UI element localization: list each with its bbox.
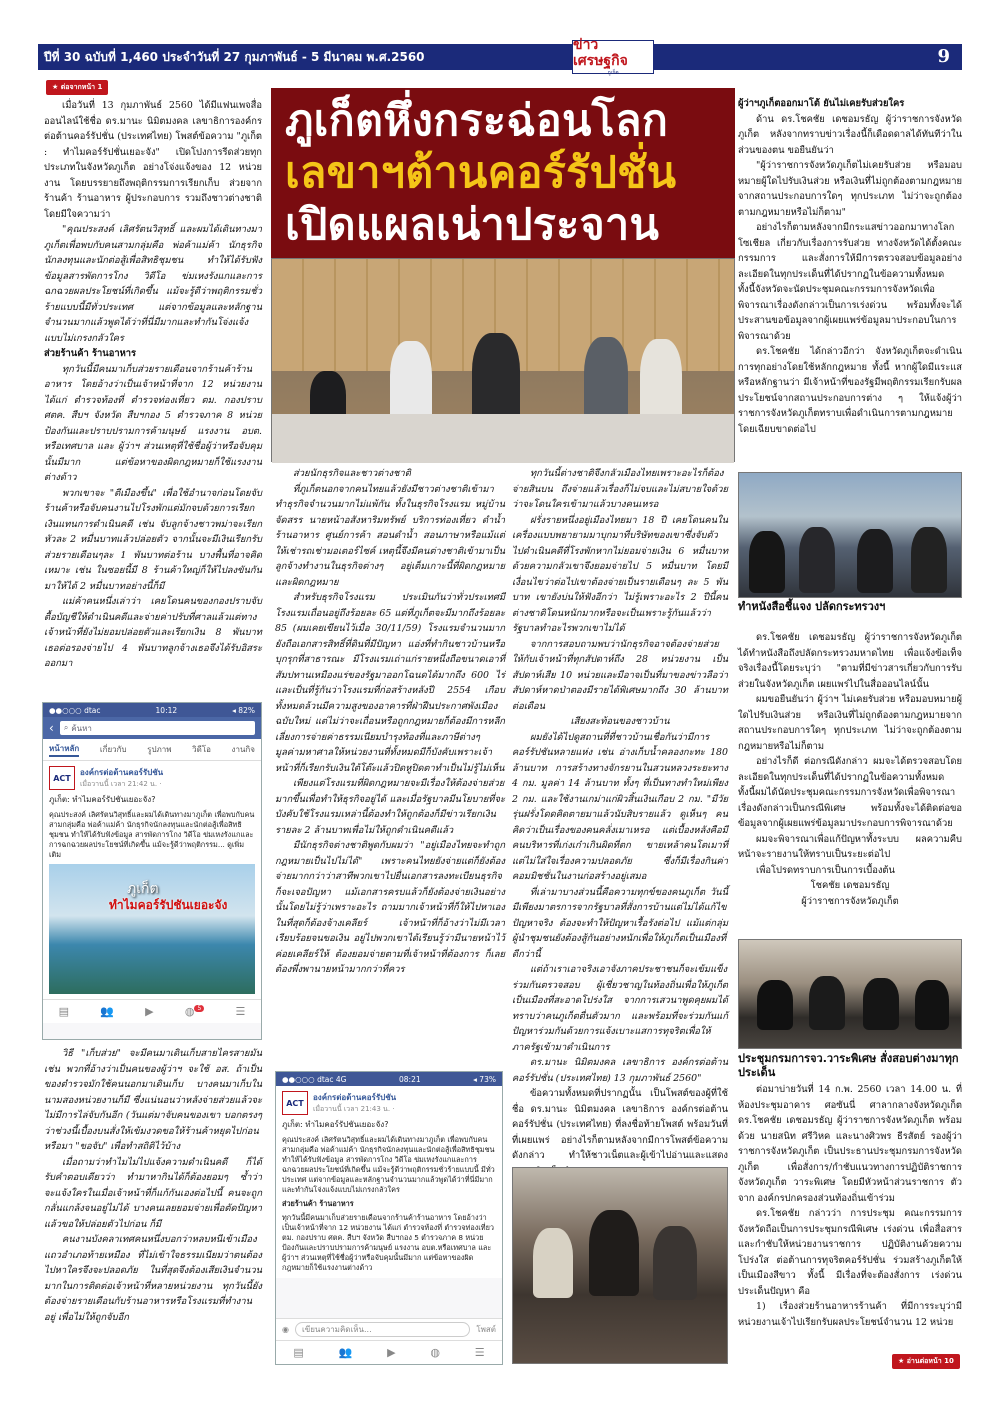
paragraph: ที่เล่ามาบางส่วนนี้คือความทุกข์ของคนภูเก็ต วันนี้มีเพียงมาตรการจากรัฐบาลที่สั่งการบ้านแต่ไม่ได้แก้ไขปัญหาจริง ต้องจะทำให้ปัญหาเรื้อรังต่อไป แม้แต่กลุ่มผู้นำชุมชนยังต้องสู้กันอย่างหนักเพื่อให้ภูเก็ตเป็นเมืองที่ดีกว่านี้ (512, 886, 728, 960)
search-placeholder: ค้นหา (71, 723, 92, 733)
search-input[interactable] (60, 721, 255, 735)
photo-person (863, 978, 899, 1030)
bottom-navigation (276, 1340, 502, 1364)
signature-name: โชคชัย เดชอมรธัญ (810, 880, 890, 891)
paragraph: ผมยังได้ไปดูสถานที่ที่ชาวบ้านเชื่อกันว่ามีการคอร์รัปชันหลายแห่ง เช่น อ่างเก็บน้ำคลองกะทะ 180 ล้านบาท การสร้างทางจักรยานในสวนหลวงระยะทาง 4 กม. มูลค่า 14 ล้านบาท ทั้งๆ ที่เป็นทางทำใหม่เพียง 2 กม. และใช้งานเกม่าแก่ผิวสิ้นเงินเกือบ 2 กม. "มีวัยรุ่นฝรั่งโดดคิดตายมาแล้วนับสิบรายแล้ว ดูเห็นๆ คนคิดว่าเป็นเรื่องของคนคลั่งเมาเหรอ แต่เบื้องหลังคือมีคนบริหารที่เก่งเก๋าเกินผิดที่ตก ขายเหล้าคนโตเมาที่แต่ไม่ใส่ใจเรื่องความปลอดภัย ซึ่งก็มีเรื่องกินค่าคอมมิชชั่นในงานก่อสร้างอยู่เสมอ (512, 731, 728, 882)
paragraph: อย่างไรก็ตามหลังจากมีกระแสข่าวออกมาทางโลกโซเชียล เกี่ยวกับเรื่องการรับส่วย ทางจังหวัดได้ตั้งคณะกรรมการ และสั่งการให้มีการตรวจสอบข้อมูลอย่างละเอียดในทุกประเด็นที่ได้ปรากฏในข้อความทั้งหมด ทั้งนี้จังหวัดจะนัดประชุมคณะกรรมการจังหวัดเพื่อพิจารณาเรื่องดังกล่าวเป็นการเร่งด่วน พร้อมทั้งจะได้ประสานขอข้อมูลจากผู้เผยแพร่ข้อมูลมาประกอบในการพิจารณาด้วย (738, 222, 962, 342)
headline-line-3: เปิดแผลเน่าประจาน (285, 200, 660, 250)
paragraph: ผมขอยืนยันว่า ผู้ว่าฯ ไม่เคยรับส่วย หรือมอบหมายผู้ใดไปรับเงินส่วย หรือเงินที่ไม่ถูกต้องตามกฎหมายจากสถานประกอบการใดๆ ทุกประเภท ไม่ว่าจะถูกต้องตามกฎหมายหรือไม่ก็ตาม (738, 694, 962, 752)
paragraph: ต่อมาบ่ายวันที่ 14 ก.พ. 2560 เวลา 14.00 น. ที่ห้องประชุมอาคาร ศอซันนี่ ศาลากลางจังหวัดภูเก็ต ดร.โชคชัย เดชอมรธัญ ผู้ว่าราชการจังหวัดภูเก็ต พร้อมด้วย นายสนิท ศรีวิหค และนางศิวพร ธีรสัตย์ รองผู้ว่าราชการจังหวัดภูเก็ต เป็นประธานประชุมกรมการจังหวัดภูเก็ต เพื่อสั่งการ/กำชับแนวทางการปฏิบัติราชการจังหวัดภูเก็ต วาระพิเศษ โดยมีหัวหน้าส่วนราชการ ตัวจาก องค์กรปกครองส่วนท้องถิ่นเข้าร่วม (738, 1084, 962, 1204)
paragraph: ฝรั่งรายหนึ่งอยู่เมืองไทยมา 18 ปี เคยโดนคนในเครื่องแบบพยายามมาบุกมาที่บริษัทของเขาซึ่งจับตัวไปดำเนินคดีที่โรงพักหากไม่ยอมจ่ายเงิน 6 หมื่นบาท ด้วยความกลัวเขาจึงยอมจ่ายไป 5 หมื่นบาท โดยมีเงื่อนไขว่าต่อไปเขาต้องจ่ายเป็นรายเดือนๆ ละ 5 พันบาท เขายังบ่นให้ฟังอีกว่า ไม่รู้เพราะอะไร 2 ปีนี้คนต่างชาติโดนหนักมากหรือจะเป็นเพราะรู้กันแล้วว่ารัฐบาลทำอะไรพวกเขาไม่ได้ (512, 514, 728, 634)
menu-icon[interactable]: ☰ (474, 1346, 485, 1359)
paragraph: อย่างไรก็ดี ต่อกรณีดังกล่าว ผมจะได้ตรวจสอบโดยละเอียดในทุกประเด็นที่ได้ปรากฏในข้อความทั้งหมด ทั้งนี้ผมได้นัดประชุมคณะกรรมการจังหวัดเพื่อพิจารณาเรื่องดังกล่าวเป็นกรณีพิเศษ พร้อมทั้งจะได้ติดต่อขอข้อมูลจากผู้เผยแพร่ข้อมูลมาประกอบการพิจารณาด้วย (738, 756, 962, 829)
page-tabs (43, 739, 261, 761)
headline-line-1: ภูเก็ตหึ่งกระฉ่อนโลก (285, 96, 669, 146)
logo-subtext: ภูเก็ต (607, 70, 619, 76)
article-column-4-lower (738, 1082, 962, 1350)
star-icon: ★ (898, 1357, 907, 1365)
video-icon[interactable]: ▶ (387, 1346, 396, 1359)
battery: ◂ 73% (473, 1074, 496, 1084)
continued-from-label: ต่อจากหน้า 1 (60, 83, 103, 91)
clock: 08:21 (399, 1074, 421, 1084)
post-image-phuket-coast[interactable] (49, 864, 255, 994)
post-title: ภูเก็ต: ทำไมคอร์รัปชันเยอะจัง? (282, 1120, 389, 1129)
comment-input[interactable]: เขียนความคิดเห็น... (295, 1322, 470, 1337)
post-title: ภูเก็ต: ทำไมคอร์รัปชันเยอะจัง? (49, 795, 156, 804)
bottom-navigation (43, 999, 261, 1023)
paragraph: ด้าน ดร.โชคชัย เดชอมรธัญ ผู้ว่าราชการจังหวัดภูเก็ต หลังจากทราบข่าวเรื่องนี้ก็เดือดดาลได้ทันทีว่าในส่วนของตน ขอยืนยันว่า (738, 113, 962, 156)
facebook-post (276, 1086, 502, 1278)
paragraph: ส่วยนักธุรกิจและชาวต่างชาติ (293, 468, 411, 479)
post-page-name[interactable]: องค์กรต่อต้านคอร์รัปชัน (313, 1093, 397, 1102)
paragraph: ดร.โชคชัย ได้กล่าวอีกว่า จังหวัดภูเก็ตจะดำเนินการทุกอย่างโดยใช้หลักกฎหมาย ทั้งนี้ หากผู้ใดมีแระแสหรือหลักฐานว่า มีเจ้าหน้าที่ของรัฐมีพฤติกรรมเรียกรับผลประโยชน์จากสถานประกอบการต่าง ๆ ให้แจ้งผู้ว่าราชการจังหวัดภูเก็ตทราบเพื่อดำเนินการตามกฎหมายโดยเฉียบขาดต่อไป (738, 346, 962, 435)
paragraph: ที่ภูเก็ตนอกจากคนไทยแล้วยังมีชาวต่างชาติเข้ามาทำธุรกิจจำนวนมากไม่แพ้กัน ทั้งในธุรกิจโรงแรม หมู่บ้านจัดสรร นายหน้าอสังหาริมทรัพย์ บริการท่องเที่ยว ดำน้ำ ร้านอาหาร ศูนย์การค้า สอนดำน้ำ สอนภาษาหรือแม้แต่ให้เช่ารถเช่ามอเตอร์ไซค์ เหตุนี้จึงมีคนต่างชาติเข้ามาเป็นลูกจ้างทำงานในธุรกิจต่างๆ อยู่เต็มเกาะนี้ที่ผิดกฎหมายและผิดกฎหมาย (275, 483, 505, 588)
post-timestamp: เมื่อวานนี้ เวลา 21:42 น. · (80, 780, 162, 788)
paragraph: "คุณประสงค์ เลิศรัตนวิสุทธิ์ และผมได้เดินทางมาภูเก็ตเพื่อพบกับคนสามกลุ่มคือ พ่อค้าแม่ค้า นักธุรกิจนักลงทุนและนักต่อสู้เพื่อสิทธิชุมชน ทำให้ได้รับฟังข้อมูลสารพัดการโกง วิดีโอ ข่มเหงรังแกและการฉกฉวยผลประโยชน์ที่เกิดขึ้น แม้จะรู้ดีว่าพฤติกรรมชั่วร้ายแบบนี้มีทั่วประเทศ แต่จากข้อมูลและหลักฐานจำนวนมากแล้วพูดได้ว่าที่นี่มีมากและทำกันโจ่งแจ้งแบบไม่เกรงกลัวใคร (44, 224, 262, 344)
friends-icon[interactable]: 👥 (100, 1005, 114, 1018)
image-title: ภูเก็ต (127, 881, 159, 897)
article-column-4 (738, 96, 962, 466)
article-column-3 (512, 466, 728, 1160)
paragraph: วิธี "เก็บส่วย" จะมีคนมาเดินเก็บสายไครสายมันเช่น พวกที่อ้างว่าเป็นคนของผู้ว่าฯ จะใช้ อส. ถ้าเป็นของตำรวจมักใช้คนนอกมาเดินเก็บ บางคนมาเก็บในนามสองหน่วยงานก็มี ซึ่งแน่นอนว่าหลังจ่ายส่วยแล้วจะไม่มีการไล่จับกันอีก (วันแต่มาจับคนของเขา บอกตรงๆ ว่าช่วงนี้เบื้องบนสั่งให้เข้มงวดขอให้ร้านค้าหยุดไปก่อนหรือมา "ขอจับ" เพื่อทำสถิติไว้บ้าง (44, 1048, 262, 1152)
act-logo-icon: ACT (282, 1091, 308, 1115)
tab-about[interactable]: เกี่ยวกับ (99, 745, 127, 754)
signature-title: ผู้ว่าราชการจังหวัดภูเก็ต (801, 895, 899, 907)
continued-from-tag (46, 80, 108, 95)
subheading: เสียงสะท้อนของชาวบ้าน (570, 716, 670, 727)
article-column-1-lower (44, 1046, 262, 1366)
camera-icon[interactable]: ◉ (282, 1325, 289, 1334)
post-subheading: ส่วยร้านค้า ร้านอาหาร (282, 1199, 354, 1208)
notification-badge: 5 (194, 1005, 204, 1012)
page-header-bar (38, 37, 962, 76)
continued-to-tag (892, 1354, 960, 1369)
news-feed-icon[interactable]: ▤ (58, 1005, 70, 1018)
tab-home[interactable]: หน้าหลัก (49, 742, 79, 757)
photo-person (653, 1226, 697, 1300)
status-bar (43, 703, 261, 717)
photo-person (589, 1210, 639, 1296)
comment-bar (276, 1318, 502, 1340)
star-icon: ★ (52, 83, 61, 91)
news-feed-icon[interactable]: ▤ (293, 1346, 304, 1359)
subheading: ผู้ว่าฯภูเก็ตออกมาโต้ ยันไม่เคยรับส่วยใคร (738, 98, 905, 109)
carrier: ●●○○○ dtac (49, 705, 101, 715)
image-subtitle: ทำไมคอร์รัปชันเยอะจัง (109, 898, 228, 912)
photo-person (757, 980, 793, 1030)
paragraph: เพียงแต่โรงแรมที่ผิดกฎหมายจะมีเรื่องให้ต้องจ่ายส่วยมากขึ้นเพื่อทำให้ธุรกิจอยู่ได้ และเมื่อรัฐบาลมีนโยบายที่จะบังคับใช้โรงแรมเหล่านี้ต้องทำให้ถูกต้องก็มีข่าวเรียกเงินรายละ 2 ล้านบาทเพื่อไม่ให้ถูกดำเนินคดีแล้ว (275, 778, 505, 836)
tab-videos[interactable]: วิดีโอ (192, 745, 211, 754)
section-caption: ประชุมกรมการจว.วาระพิเศษ สั่งสอบต่างมาทุกประเด็น (738, 1052, 959, 1079)
headline-box (271, 88, 735, 258)
meeting-photo (738, 939, 962, 1049)
logo-text: ข่าวเศรษฐกิจ (573, 37, 628, 69)
paragraph: ดร.โชคชัย เดชอมรธัญ ผู้ว่าราชการจังหวัดภูเก็ต ได้ทำหนังสือถึงปลัดกระทรวงมหาดไทย เพื่อแจ้งข้อเท็จจริงเรื่องนี้โดยระบุว่า "ตามที่มีข่าวสารเกี่ยวกับการรับส่วยในจังหวัดภูเก็ต เผยแพร่ไปในสื่อออนไลน์นั้น (738, 632, 962, 690)
facebook-screenshot-2 (275, 1071, 503, 1365)
clock: 10:12 (155, 705, 178, 715)
paragraph: พวกเขาจะ "ตีเมืองขึ้น" เพื่อใช้อำนาจก่อนโดยจับร้านค้าหรือจับคนงานไปโรงพักแต่มักจบด้วยการเรียกเงินแทนการดำเนินคดี เช่น จับลูกจ้างชาวพม่าจะเรียกหัวละ 2 หมื่นบาทแล้วปล่อยตัว จากนั้นจะมีเงินเรียกรับส่วยรายเดือนๆละ 1 พันบาทต่อร้าน บางพื้นที่อาจคิดเหมาะ เช่น ในซอยนี้มี 8 ร้านค้าใหญ่ก็ให้ไปลงขันกันมาให้ได้ 2 หมื่นบาทอย่างนี้ก็มี (44, 487, 262, 592)
press-event-photo (738, 472, 962, 598)
section-caption: ทำหนังสือชี้แจง ปลัดกระทรวงฯ (738, 600, 886, 613)
facebook-search-bar (43, 717, 261, 739)
facebook-screenshot-1 (42, 702, 262, 1040)
paragraph: ดร.โชคชัย กล่าวว่า การประชุม คณะกรรมการจังหวัดถือเป็นการประชุมกรณีพิเศษ เร่งด่วน เพื่อสื่อสารและกำชับให้หน่วยงานราชการ ปฏิบัติงานด้วยความโปร่งใส ต่อต้านการทุจริตคอร์รัปชั่น ร่วมสร้างภูเก็ตให้เป็นเมืองสีขาว ทั้งนี้ มีเรื่องที่จะต้องสั่งการ เร่งด่วน ประเด็นปัญหา คือ (738, 1208, 962, 1297)
paragraph: ทุกวันนี้มีคนมาเก็บส่วยรายเดือนจากร้านค้าร้านอาหาร โดยอ้างว่าเป็นเจ้าหน้าที่จาก 12 หน่วยงาน ได้แก่ ตำรวจท้องที่ ตำรวจท่องเที่ยว ตม. กองปราบ ศตค. สืบฯ จังหวัด สืบฯกอง 5 ตำรวจภาค 8 หน่วยป้องกันและปราบปรามการค้ามนุษย์ แรงงาน อบต. หรือเทศบาล และ ผู้ว่าฯ ส่วนเหตุที่ใช้ชื่อผู้ว่าหรือจับคุมนั้นมีมาก แต่ข้อหาของผิดกฎหมายก็ใช้แรงงานต่างด้าว (44, 363, 262, 483)
main-news-photo (271, 258, 735, 462)
photo-person (749, 531, 785, 593)
headline-line-2: เลขาฯต้านคอร์รัปชั่น (285, 148, 677, 198)
status-bar (276, 1072, 502, 1086)
article-column-1 (44, 98, 262, 700)
photo-person (911, 527, 947, 593)
paragraph: คนงานบังคลาเทศคนหนึ่งบอกว่าหลบหนีเข้าเมืองแถวอำเภอท้ายเหมือง ที่ไม่เข้าใจธรรมเนียมว่าตนต้องไปหาใครจึงจะปลอดภัย ในที่สุดจึงต้องเสียเงินจำนวนมากในการติดต่อเจ้าหน้าที่หลายหน่วยงาน ทุกวันนี้ยังต้องจ่ายรายเดือนกับร้านอาหารหรือโรงแรมที่ทำงานอยู่ เพื่อไม่ให้ถูกจับอีก (44, 1234, 262, 1323)
friends-icon[interactable]: 👥 (338, 1346, 353, 1359)
paragraph: เพื่อโปรดทราบการเป็นการเบื้องต้น (756, 864, 895, 876)
issue-line: ปีที่ 30 ฉบับที่ 1,460 ประจำวันที่ 27 กุมภาพันธ์ - 5 มีนาคม พ.ศ.2560 (44, 49, 425, 64)
post-page-name[interactable]: องค์กรต่อต้านคอร์รัปชัน (80, 768, 164, 777)
globe-icon[interactable]: ◍ 5 (185, 1005, 204, 1018)
facebook-post (43, 761, 261, 999)
photo-person (915, 980, 949, 1030)
paragraph: เมื่อวันที่ 13 กุมภาพันธ์ 2560 ได้มีแฟนเพจสื่อออนไลน์ใช้ชื่อ ดร.มานะ นิมิตมงคล เลขาธิการองค์กรต่อต้านคอร์รัปชั่น (ประเทศไทย) โพสต์ข้อความ "ภูเก็ต : ทำไมคอร์รัปชั่นเยอะจัง" เปิดโปงการรีดส่วยทุกประเภทในจังหวัดภูเก็ต อย่างโจ่งแจ้งของ 12 หน่วยงาน โดยบรรยายถึงพฤติกรรมการเรียกเก็บ ส่วยจากร้านค้า ร้านอาหาร ผู้ประกอบการ รวมถึงชาวต่างชาติ โดยมีใจความว่า (44, 100, 262, 220)
paragraph: แต่ถ้าเราเอาจริงเอาจังภาคประชาชนก็จะเข้มแข็ง ร่วมกันตรวจสอบ ผู้เชี่ยวชาญในท้องถิ่นเพื่อให้ภูเก็ตเป็นเมืองที่สะอาดโปร่งใส จากการเสวนาพูดคุยผมได้ทราบว่าคนภูเก็ตตื่นตัวมาก และพร้อมที่จะร่วมกันแก้ปัญหาร่วมกันด้วยการแจ้งเบาะแสการทุจริตเพื่อให้ภาครัฐเข้ามาดำเนินการ (512, 964, 728, 1053)
post-comment-button[interactable]: โพสต์ (476, 1325, 496, 1334)
photo-person (857, 529, 893, 593)
carrier: ●●○○○ dtac 4G (282, 1074, 347, 1084)
menu-icon[interactable]: ☰ (235, 1005, 246, 1018)
paragraph: สำหรับธุรกิจโรงแรม ประเมินกันว่าทั่วประเทศมีโรงแรมเถื่อนอยู่ถึงร้อยละ 65 แต่ที่ภูเก็ตจะมีมากถึงร้อยละ 85 (ผมเคยเขียนไว้เมื่อ 30/11/59) โรงแรมจำนวนมากยังถือเอกสารสิทธิ์ที่ดินที่มีปัญหา แอ่งที่ทำกินชาวบ้านหรือบุกรุกที่สาธารณะ มีโรงแรมเถ่าแก่รายหนึ่งถือขนาดเอาที่สัมปทานเหมืองแร่ของรัฐมาออกโฉนดได้มากถึง 600 ไร่ และเป็นที่รู้กันว่าโรงแรมที่ก่อสร้างหลังปี 2554 เกือบทั้งหมดล้วนมีความสูงของอาคารที่ฝ่าฝืนประกาศพังเมืองฉบับใหม่ แต่ไม่ว่าจะเถื่อนหรือถูกกฎหมายก็ต้องมีการหลีกเลี่ยงการจ่ายค่าธรรมเนียมบำรุงท้องที่และภาษีต่างๆ มูลค่ามหาศาลให้หน่วยงานที่ทั้งหมดมีก็บังคับเพราะเจ้าหน้าที่ก็เรียกรับเงินใต้โต๊ะแล้วปิดหูปิดตาทำเป็นไม่รู้ไม่เห็น (275, 592, 505, 774)
paragraph: "ผู้ว่าราชการจังหวัดภูเก็ตไม่เคยรับส่วย หรือมอบหมายผู้ใดไปรับเงินส่วย หรือเงินที่ไม่ถูกต้องตามกฎหมายจากสถานประกอบการใดๆ ทุกประเภท ไม่ว่าจะถูกต้องตามกฎหมายหรือไม่ก็ตาม" (738, 160, 962, 218)
page-number: 9 (937, 46, 950, 67)
photo-person (472, 333, 520, 427)
paragraph: ทุกวันนี้ต่างชาติจึงกลัวเมืองไทยเพราะอะไรก็ต้องจ่ายสินบน ถึงจ่ายแล้วเรื่องก็ไม่จบและไม่สบายใจด้วยว่าจะโดนใครเข้ามาแล้วบางคนเหรอ (512, 468, 728, 510)
paragraph: ดร.มานะ นิมิตมงคล เลขาธิการ องค์กรต่อต้านคอร์รัปชั่น (ประเทศไทย) 13 กุมภาพันธ์ 2560" (512, 1057, 728, 1084)
globe-icon[interactable]: ◍ (430, 1346, 440, 1359)
post-timestamp: เมื่อวานนี้ เวลา 21:43 น. · (313, 1105, 395, 1113)
paragraph: จากการสอบถามพบว่านักธุรกิจอาจต้องจ่ายส่วยให้กับเจ้าหน้าที่ทุกสัปดาห์ถึง 28 หน่วยงาน เป็นสัปดาห์เสีย 10 หน่วยและมีอาจเป็นที่มาของข่าวลือว่าสัปดาห์หาดป่าตองมีรายได้พิเศษมากถึง 30 ล้านบาทต่อเดือน (512, 638, 728, 712)
photo-person (799, 527, 835, 593)
battery: ◂ 82% (232, 705, 255, 715)
video-icon[interactable]: ▶ (145, 1005, 154, 1018)
subheading: ส่วยร้านค้า ร้านอาหาร (44, 348, 137, 359)
photo-podium (272, 414, 734, 463)
post-body: คุณประสงค์ เลิศรัตนวิสุทธิ์และผมได้เดินทางมาภูเก็ต เพื่อพบกับคนสามกลุ่มคือ พ่อค้าแม่ค้า นักธุรกิจนักลงทุนและนักต่อสู้เพื่อสิทธิชุมชน ทำให้ได้รับฟังข้อมูล สารพัดการโกง วิดีโอ ข่มเหงรังแกและการฉกฉวยผลประโยชน์ที่เกิดขึ้น แม้จะรู้ดีว่าพฤติกรรม... ดูเพิ่มเติม (49, 810, 255, 859)
paragraph: ข้อความทั้งหมดที่ปรากฏนั้น เป็นโพสต์ของผู้ที่ใช้ชื่อ ดร.มานะ นิมิตมงคล เลขาธิการ องค์กรต่อต้านคอร์รัปชั่น (ประเทศไทย) ที่ลงชื่อท้ายโพสต์ พร้อมวันที่ที่เผยแพร่ อย่างไรก็ตามหลังจากมีการโพสต์ข้อความดังกล่าว ทำให้ชาวเน็ตและผู้เข้าไปอ่านและแสดง (512, 1088, 728, 1161)
back-arrow-icon[interactable]: ‹ (49, 721, 54, 735)
newspaper-logo (572, 37, 654, 76)
paragraph: แม่ค้าคนหนึ่งเล่าว่า เคยโดนคนของกองปราบจับตื้อบัญชีให้ดำเนินคดีและจ่ายค่าปรับที่ศาลแล้วแต่ทางเจ้าหน้าที่ยังไม่ยอมปล่อยตัวและเรียกเงิน 8 พันบาท เธอต่อรองจ่ายไป 4 พันบาทลูกจ้างเธอจึงได้รับอิสระออกมา (44, 596, 262, 669)
tab-events[interactable]: งานกิจ (231, 745, 255, 754)
photo-person (533, 1228, 573, 1298)
article-column-4-middle (738, 630, 962, 936)
article-column-2 (275, 466, 505, 1042)
photo-person (809, 976, 845, 1030)
paragraph: เมื่อถามว่าทำไมไม่ไปแจ้งความดำเนินคดี ก็ได้รับคำตอบเดียวว่า ทำมาหากินได้ก็ต้องยอมๆ ซ้ำว่าจะแจ้งใครในเมื่อเจ้าหน้าที่ก็แก้กันเองต่อไปนี้ คนจะถูกกลั่นแกล้งจนอยู่ไม่ได้ บางคนเลยยอมจ่ายเพื่อตัดปัญหา แล้วขอให้ปล่อยตัวไปก่อน ก็มี (44, 1156, 262, 1230)
continued-to-label: อ่านต่อหน้า 10 (906, 1357, 954, 1365)
post-body: คุณประสงค์ เลิศรัตนวิสุทธิ์และผมได้เดินทางมาภูเก็ต เพื่อพบกับคนสามกลุ่มคือ พ่อค้าแม่ค้า นักธุรกิจนักลงทุนและนักต่อสู้เพื่อสิทธิชุมชน ทำให้ได้รับฟังข้อมูล สารพัดการโกง วิดีโอ ข่มเหงรังแกและการฉกฉวยผลประโยชน์ที่เกิดขึ้น แม้จะรู้ดีว่าพฤติกรรมชั่วร้ายแบบนี้ มีทั่วประเทศ แต่จากข้อมูลและหลักฐานจำนวนมากแล้วพูดได้ว่าที่นี่มีมากและทำกันโจ่งแจ้งแบบไม่เกรงกลัวใคร (282, 1135, 495, 1194)
paragraph: มีนักธุรกิจต่างชาติพูดกับผมว่า "อยู่เมืองไทยจะทำถูกกฎหมายเป็นไปไม่ได้" เพราะคนไทยยังจ่ายแต่ก็ยังต้องจ่ายมากกว่าว่าสาทีพวกเขาไปยื่นเอกสารลงทะเบียนธุรกิจก็จะเจอปัญหา แม้เอกสารครบแล้วก็ยังต้องจ่ายเงินอย่างนั้นโดยไม่รู้ว่าเพราะอะไร ถามมากเจ้าหน้าที่ก็ให้ไปหาเอง ในที่สุดก็ต้องจ้างเคลียร์ เจ้าหน้าที่ก็อ้างว่าไม่มีเวลาเรียบร้อยจนขอเงิน อยู่ไปพวกเขาได้เรียนรู้ว่ามีนายหน้าไว้ค่อยเคลียร์ให้ ต้องยอมจ่ายตามที่เจ้าหน้าที่ต้องการ ก็เลยต้องพึ่งพานายหน้ามากกว่าที่ควร (275, 840, 505, 975)
tab-photos[interactable]: รูปภาพ (147, 745, 172, 754)
act-logo-icon: ACT (49, 766, 75, 790)
search-icon: ⌕ (63, 723, 69, 732)
paragraph: 1) เรื่องส่วยร้านอาหารร้านค้า ที่มีการระบุว่ามีหน่วยงานเจ้าไปเรียกรับผลประโยชน์จำนวน 12 หน่วย (738, 1301, 962, 1328)
post-body: ทุกวันนี้มีคนมาเก็บส่วยรายเดือนจากร้านค้าร้านอาหาร โดยอ้างว่าเป็นเจ้าหน้าที่จาก 12 หน่วยงาน ได้แก่ ตำรวจท้องที่ ตำรวจท่องเที่ยว ตม. กองปราบ ศตค. สืบฯ จังหวัด สืบฯกอง 5 ตำรวจภาค 8 หน่วยป้องกันและปราบปรามการค้ามนุษย์ แรงงาน อบต.หรือเทศบาล และ ผู้ว่าฯ ส่วนเหตุที่ใช้ชื่อผู้ว่าหรือจับคุมนั้นมีมาก แต่ข้อหาของผิดกฎหมายก็ใช้แรงงานต่างด้าว (282, 1213, 494, 1272)
crowd-photo (512, 1167, 728, 1364)
paragraph: ผมจะพิจารณาเพื่อแก้ปัญหาทั้งระบบ ผลความคืบหน้าจะรายงานให้ทราบเป็นระยะต่อไป (738, 833, 962, 860)
